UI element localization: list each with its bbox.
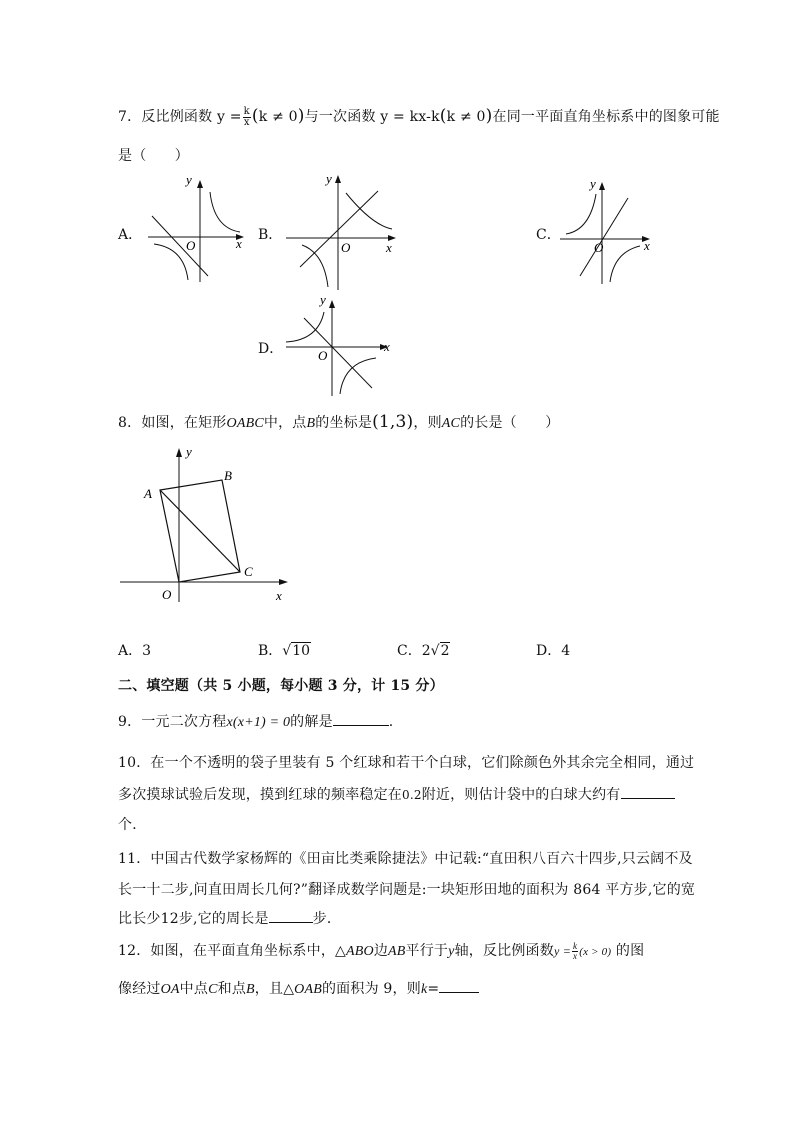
q12-y-axis: y — [448, 944, 455, 959]
q10-line3: 个． — [118, 817, 147, 833]
q8-choice-d — [536, 640, 570, 660]
q9-line — [118, 711, 393, 731]
q8-text: 如图，在矩形 — [141, 415, 227, 431]
q12-line2-mid4: 的面积为 9，则 — [321, 981, 421, 997]
q7-option-c-label: C． — [536, 227, 561, 243]
q10-answer-blank[interactable] — [621, 786, 675, 799]
q8-coords: (1,3) — [372, 412, 414, 432]
q12-text-mid1: 边 — [373, 943, 389, 959]
q7-a-origin: O — [186, 238, 196, 253]
q10-line2-pre: 多次摸球试验后发现，摸到红球的频率稳定在 — [118, 787, 402, 803]
q8-text-post: 的长是（ ） — [460, 415, 560, 431]
q9-text-post: 的解是 — [290, 714, 333, 730]
q8-origin: O — [162, 587, 172, 602]
q7-option-b-graph — [280, 165, 405, 295]
q7-b-x-label: x — [386, 240, 392, 255]
q8-choice-b: B．√10 — [258, 643, 311, 659]
q12-text-post: 的图 — [615, 943, 645, 959]
q12-frac-den: x — [573, 950, 578, 961]
q12-side-ab: AB — [388, 944, 406, 959]
q11-line1: 11．中国古代数学家杨辉的《田亩比类乘除捷法》中记载:“直田积八百六十四步,只云阔不及 — [118, 851, 693, 867]
q9-end: . — [388, 714, 394, 730]
q7-line1: 7．反比例函数 y = $\frac{k}{x}$ (k ≠ 0)与一次函数 y = kx-k(k ≠ 0)在同一平面直角坐标系中的图象可能 — [118, 105, 720, 128]
q7-line2: 是（ ） — [118, 148, 189, 164]
q11-line3-post: 步． — [312, 911, 342, 927]
q12-oa: OA — [160, 982, 180, 997]
q8-y-label: y — [186, 444, 192, 459]
q9-equation: x(x+1) = 0 — [226, 715, 291, 730]
q9-text: 一元二次方程 — [141, 714, 227, 730]
q11-line3 — [118, 908, 341, 928]
q7-fraction — [243, 107, 251, 128]
q11-number-12: 12 — [160, 911, 179, 927]
q8-choice-c: C．2√2 — [397, 643, 450, 659]
q12-fraction — [572, 942, 578, 961]
q7-number: 7． — [118, 109, 142, 125]
q10-frequency: 0.2 — [402, 788, 422, 802]
q12-text: 如图，在平面直角坐标系中， — [150, 943, 336, 959]
q8-shape: OABC — [226, 416, 264, 431]
q12-line2-mid3: ，且 — [254, 981, 284, 997]
q8-point-c: C — [244, 564, 253, 579]
q11-line2: 长一十二步,问直田周长几何?”翻译成数学问题是:一块矩形田地的面积为 864 平方步,它的宽 — [118, 882, 696, 898]
section-2-heading: 二、填空题（共 5 小题，每小题 3 分，计 15 分） — [118, 678, 444, 694]
q8-point-b: B — [224, 468, 232, 483]
q12-point-b: B — [246, 982, 255, 997]
q7-c-origin: O — [594, 240, 604, 255]
q12-func-y: y = — [553, 944, 571, 958]
q12-condition: (x > 0) — [579, 946, 612, 958]
q8-point: B — [306, 416, 316, 431]
q7-cond2: k ≠ 0 — [446, 109, 486, 125]
q7-option-a-label: A． — [118, 227, 143, 243]
q7-d-y-label: y — [320, 292, 326, 307]
q9-answer-blank[interactable] — [333, 713, 389, 726]
q8-number: 8． — [118, 415, 142, 431]
q8-seg: AC — [441, 416, 461, 431]
q8-choice-b-label: B． — [258, 643, 283, 659]
q12-frac-num: k — [573, 940, 578, 951]
q8-choice-c-label: C． — [397, 643, 422, 659]
q12-line2-mid2: 和点 — [217, 981, 247, 997]
q8-point-a: A — [144, 486, 152, 501]
q8-choice-a-label: A． — [118, 643, 143, 659]
q11-line3-pre: 比长少 — [118, 911, 161, 927]
q9-number: 9． — [118, 714, 142, 730]
q7-a-x-label: x — [236, 236, 242, 251]
q8-x-label: x — [276, 588, 282, 603]
q7-option-d-graph — [278, 290, 398, 400]
q7-frac-num: k — [243, 105, 250, 117]
q8-choice-d-label: D． — [536, 643, 562, 659]
q10-line1: 10．在一个不透明的袋子里装有 5 个红球和若干个白球，它们除颜色外其余完全相同，通过 — [118, 755, 695, 771]
q12-k: k — [420, 982, 428, 997]
q7-text-post: 在同一平面直角坐标系中的图象可能 — [492, 109, 720, 125]
q11-line3-mid: 步,它的周长是 — [178, 911, 269, 927]
q7-option-c-graph — [556, 172, 661, 287]
q8-text-mid1: 中，点 — [263, 415, 307, 431]
q10-line2-post: 附近，则估计袋中的白球大约有 — [421, 787, 621, 803]
q8-choice-c-coef: 2 — [421, 643, 431, 659]
q8-choice-a-value: 3 — [142, 643, 152, 659]
q12-point-c: C — [208, 982, 218, 997]
q7-cond1: k ≠ 0 — [258, 109, 298, 125]
q7-a-y-label: y — [186, 172, 192, 187]
q7-d-origin: O — [318, 348, 328, 363]
q8-choice-b-value: 10 — [292, 643, 311, 659]
q12-triangle-2: △OAB — [283, 982, 322, 997]
q8-figure — [116, 442, 306, 607]
q7-b-origin: O — [341, 240, 351, 255]
q7-c-y-label: y — [590, 176, 596, 191]
q7-text: 反比例函数 y = — [141, 109, 242, 125]
q7-option-d-label: D． — [258, 341, 284, 357]
q12-line2 — [118, 978, 479, 998]
q8-choice-d-value: 4 — [561, 643, 571, 659]
q12-answer-blank[interactable] — [439, 980, 479, 993]
q12-triangle: △ABO — [335, 944, 374, 959]
q8-line — [118, 412, 559, 432]
q12-line1 — [118, 940, 644, 961]
q12-line2-mid1: 中点 — [179, 981, 209, 997]
q7-c-x-label: x — [644, 238, 650, 253]
q7-option-a-graph — [140, 170, 250, 290]
q7-text-mid: 与一次函数 y = kx-k — [304, 109, 440, 125]
q12-number: 12． — [118, 943, 151, 959]
q12-text-mid2: 平行于 — [405, 943, 449, 959]
q12-line2-pre: 像经过 — [118, 981, 161, 997]
q8-text-mid3: ，则 — [413, 415, 442, 431]
q11-answer-blank[interactable] — [269, 910, 313, 923]
q12-equals: = — [427, 981, 440, 997]
q7-option-b-label: B． — [258, 227, 283, 243]
q12-text-mid3: 轴，反比例函数 — [454, 943, 554, 959]
q8-text-mid2: 的坐标是 — [315, 415, 373, 431]
q8-choice-c-value: 2 — [440, 643, 450, 659]
q8-choice-a — [118, 640, 151, 660]
q7-frac-den: x — [243, 116, 250, 128]
q7-b-y-label: y — [326, 171, 332, 186]
q7-d-x-label: x — [384, 339, 390, 354]
q10-line2 — [118, 784, 675, 804]
